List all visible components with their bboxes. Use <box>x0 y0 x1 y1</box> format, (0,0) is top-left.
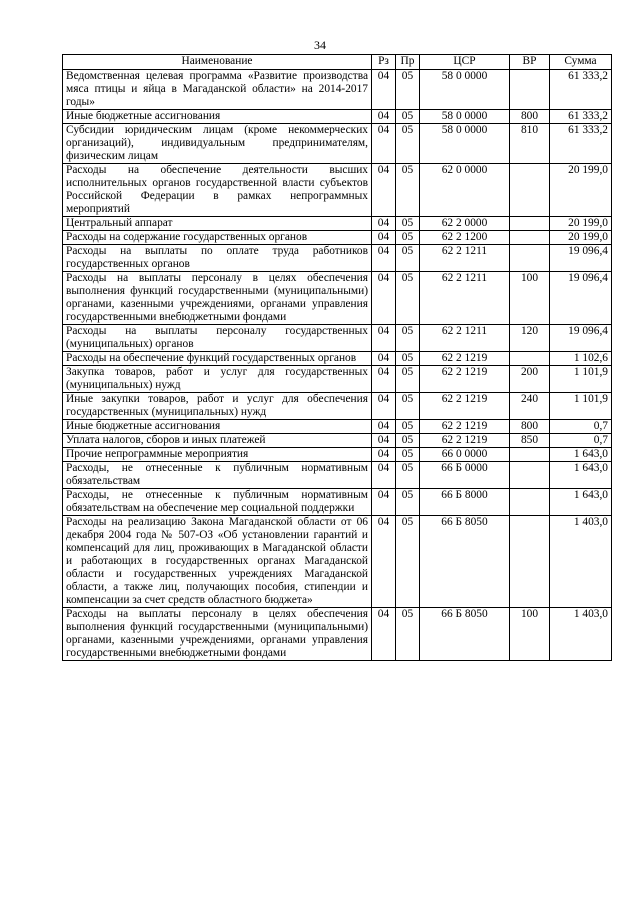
table-row <box>63 608 612 661</box>
cell-sum: 19 096,4 <box>550 272 612 325</box>
cell-pr: 05 <box>396 366 420 393</box>
cell-csr: 62 2 0000 <box>420 217 510 231</box>
cell-pr: 05 <box>396 70 420 110</box>
cell-name: Расходы на обеспечение деятельности высших исполнительных органов государственной власти субъектов Российской Федерации в рамках непрограммных мероприятий <box>63 164 372 217</box>
cell-vr <box>510 462 550 489</box>
cell-rz: 04 <box>372 272 396 325</box>
cell-csr: 62 2 1211 <box>420 272 510 325</box>
cell-pr: 05 <box>396 420 420 434</box>
cell-pr: 05 <box>396 448 420 462</box>
cell-sum: 1 643,0 <box>550 462 612 489</box>
cell-vr <box>510 352 550 366</box>
cell-sum: 20 199,0 <box>550 217 612 231</box>
table-row <box>63 272 612 325</box>
table-row <box>63 462 612 489</box>
table-row <box>63 124 612 164</box>
cell-rz: 04 <box>372 217 396 231</box>
cell-rz: 04 <box>372 462 396 489</box>
cell-name: Расходы на обеспечение функций государственных органов <box>63 352 372 366</box>
table-row <box>63 448 612 462</box>
cell-pr: 05 <box>396 489 420 516</box>
cell-name: Расходы на содержание государственных органов <box>63 231 372 245</box>
header-pr: Пр <box>396 55 420 70</box>
table-row <box>63 245 612 272</box>
cell-name: Иные закупки товаров, работ и услуг для обеспечения государственных (муниципальных) нужд <box>63 393 372 420</box>
cell-pr: 05 <box>396 462 420 489</box>
cell-name: Расходы на выплаты персоналу в целях обеспечения выполнения функций государственными (муниципальными) органами, казенными учреждениями, органами управления государственными внебюджетными фондами <box>63 608 372 661</box>
table-row <box>63 489 612 516</box>
cell-csr: 62 2 1200 <box>420 231 510 245</box>
cell-csr: 58 0 0000 <box>420 70 510 110</box>
cell-vr: 810 <box>510 124 550 164</box>
cell-vr <box>510 70 550 110</box>
header-sum: Сумма <box>550 55 612 70</box>
cell-vr <box>510 164 550 217</box>
header-rz: Рз <box>372 55 396 70</box>
cell-csr: 66 Б 8050 <box>420 608 510 661</box>
table-row <box>63 110 612 124</box>
cell-csr: 62 2 1219 <box>420 420 510 434</box>
cell-rz: 04 <box>372 245 396 272</box>
cell-pr: 05 <box>396 434 420 448</box>
cell-pr: 05 <box>396 110 420 124</box>
cell-name: Иные бюджетные ассигнования <box>63 420 372 434</box>
cell-rz: 04 <box>372 231 396 245</box>
cell-sum: 20 199,0 <box>550 231 612 245</box>
cell-csr: 62 2 1219 <box>420 352 510 366</box>
cell-sum: 1 102,6 <box>550 352 612 366</box>
cell-csr: 66 0 0000 <box>420 448 510 462</box>
table-header-row <box>63 55 612 70</box>
cell-name: Расходы на выплаты персоналу государственных (муниципальных) органов <box>63 325 372 352</box>
cell-name: Субсидии юридическим лицам (кроме некоммерческих организаций), индивидуальным предпринимателям, физическим лицам <box>63 124 372 164</box>
table-row <box>63 217 612 231</box>
cell-sum: 0,7 <box>550 434 612 448</box>
cell-name: Расходы, не отнесенные к публичным нормативным обязательствам на обеспечение мер социальной поддержки <box>63 489 372 516</box>
cell-name: Расходы, не отнесенные к публичным нормативным обязательствам <box>63 462 372 489</box>
cell-vr: 850 <box>510 434 550 448</box>
cell-name: Расходы на выплаты по оплате труда работников государственных органов <box>63 245 372 272</box>
cell-vr <box>510 217 550 231</box>
cell-vr: 240 <box>510 393 550 420</box>
cell-vr <box>510 516 550 608</box>
cell-name: Расходы на выплаты персоналу в целях обеспечения выполнения функций государственными (муниципальными) органами, казенными учреждениями, органами управления государственными внебюджетными фондами <box>63 272 372 325</box>
cell-pr: 05 <box>396 393 420 420</box>
table-row <box>63 70 612 110</box>
cell-name: Прочие непрограммные мероприятия <box>63 448 372 462</box>
cell-rz: 04 <box>372 325 396 352</box>
cell-pr: 05 <box>396 516 420 608</box>
cell-sum: 61 333,2 <box>550 124 612 164</box>
cell-name: Иные бюджетные ассигнования <box>63 110 372 124</box>
cell-sum: 0,7 <box>550 420 612 434</box>
table-row <box>63 366 612 393</box>
cell-csr: 62 2 1219 <box>420 434 510 448</box>
cell-rz: 04 <box>372 393 396 420</box>
cell-sum: 20 199,0 <box>550 164 612 217</box>
cell-rz: 04 <box>372 110 396 124</box>
cell-sum: 1 403,0 <box>550 516 612 608</box>
table-row <box>63 434 612 448</box>
cell-sum: 61 333,2 <box>550 110 612 124</box>
cell-csr: 66 Б 8050 <box>420 516 510 608</box>
cell-vr <box>510 245 550 272</box>
cell-sum: 19 096,4 <box>550 245 612 272</box>
cell-csr: 62 2 1211 <box>420 245 510 272</box>
cell-sum: 1 403,0 <box>550 608 612 661</box>
table-row <box>63 164 612 217</box>
cell-name: Уплата налогов, сборов и иных платежей <box>63 434 372 448</box>
cell-rz: 04 <box>372 608 396 661</box>
table-row <box>63 393 612 420</box>
table-row <box>63 231 612 245</box>
cell-pr: 05 <box>396 352 420 366</box>
cell-rz: 04 <box>372 489 396 516</box>
cell-name: Ведомственная целевая программа «Развитие производства мяса птицы и яйца в Магаданской области» на 2014-2017 годы» <box>63 70 372 110</box>
cell-vr: 100 <box>510 272 550 325</box>
cell-pr: 05 <box>396 608 420 661</box>
cell-rz: 04 <box>372 70 396 110</box>
cell-rz: 04 <box>372 366 396 393</box>
cell-csr: 58 0 0000 <box>420 110 510 124</box>
cell-rz: 04 <box>372 420 396 434</box>
cell-pr: 05 <box>396 164 420 217</box>
cell-pr: 05 <box>396 245 420 272</box>
table-row <box>63 516 612 608</box>
cell-name: Закупка товаров, работ и услуг для государственных (муниципальных) нужд <box>63 366 372 393</box>
cell-pr: 05 <box>396 217 420 231</box>
cell-rz: 04 <box>372 448 396 462</box>
cell-sum: 1 643,0 <box>550 489 612 516</box>
cell-rz: 04 <box>372 164 396 217</box>
cell-vr <box>510 231 550 245</box>
header-vr: ВР <box>510 55 550 70</box>
cell-name: Расходы на реализацию Закона Магаданской области от 06 декабря 2004 года № 507-ОЗ «Об установлении гарантий и компенсаций для лиц, проживающих в Магаданской области и работающих в государственных органах Магаданской области и государственных учреждениях Магаданской области, а также лиц, получающих пособия, стипендии и компенсации за счет средств областного бюджета» <box>63 516 372 608</box>
cell-vr <box>510 489 550 516</box>
cell-csr: 62 2 1219 <box>420 393 510 420</box>
cell-rz: 04 <box>372 434 396 448</box>
cell-pr: 05 <box>396 231 420 245</box>
cell-sum: 19 096,4 <box>550 325 612 352</box>
cell-csr: 62 0 0000 <box>420 164 510 217</box>
table-body <box>63 70 612 661</box>
cell-vr: 100 <box>510 608 550 661</box>
cell-csr: 62 2 1219 <box>420 366 510 393</box>
cell-csr: 62 2 1211 <box>420 325 510 352</box>
cell-vr: 200 <box>510 366 550 393</box>
cell-vr <box>510 448 550 462</box>
page-number: 34 <box>314 38 326 52</box>
cell-rz: 04 <box>372 516 396 608</box>
budget-table <box>62 54 612 661</box>
cell-csr: 58 0 0000 <box>420 124 510 164</box>
header-csr: ЦСР <box>420 55 510 70</box>
table-row <box>63 352 612 366</box>
cell-sum: 1 643,0 <box>550 448 612 462</box>
cell-vr: 800 <box>510 110 550 124</box>
cell-csr: 66 Б 0000 <box>420 462 510 489</box>
cell-pr: 05 <box>396 124 420 164</box>
cell-name: Центральный аппарат <box>63 217 372 231</box>
cell-csr: 66 Б 8000 <box>420 489 510 516</box>
cell-sum: 1 101,9 <box>550 366 612 393</box>
cell-pr: 05 <box>396 325 420 352</box>
table-row <box>63 420 612 434</box>
cell-sum: 61 333,2 <box>550 70 612 110</box>
cell-vr: 800 <box>510 420 550 434</box>
cell-vr: 120 <box>510 325 550 352</box>
cell-sum: 1 101,9 <box>550 393 612 420</box>
table-row <box>63 325 612 352</box>
cell-pr: 05 <box>396 272 420 325</box>
cell-rz: 04 <box>372 124 396 164</box>
header-name: Наименование <box>63 55 372 70</box>
cell-rz: 04 <box>372 352 396 366</box>
